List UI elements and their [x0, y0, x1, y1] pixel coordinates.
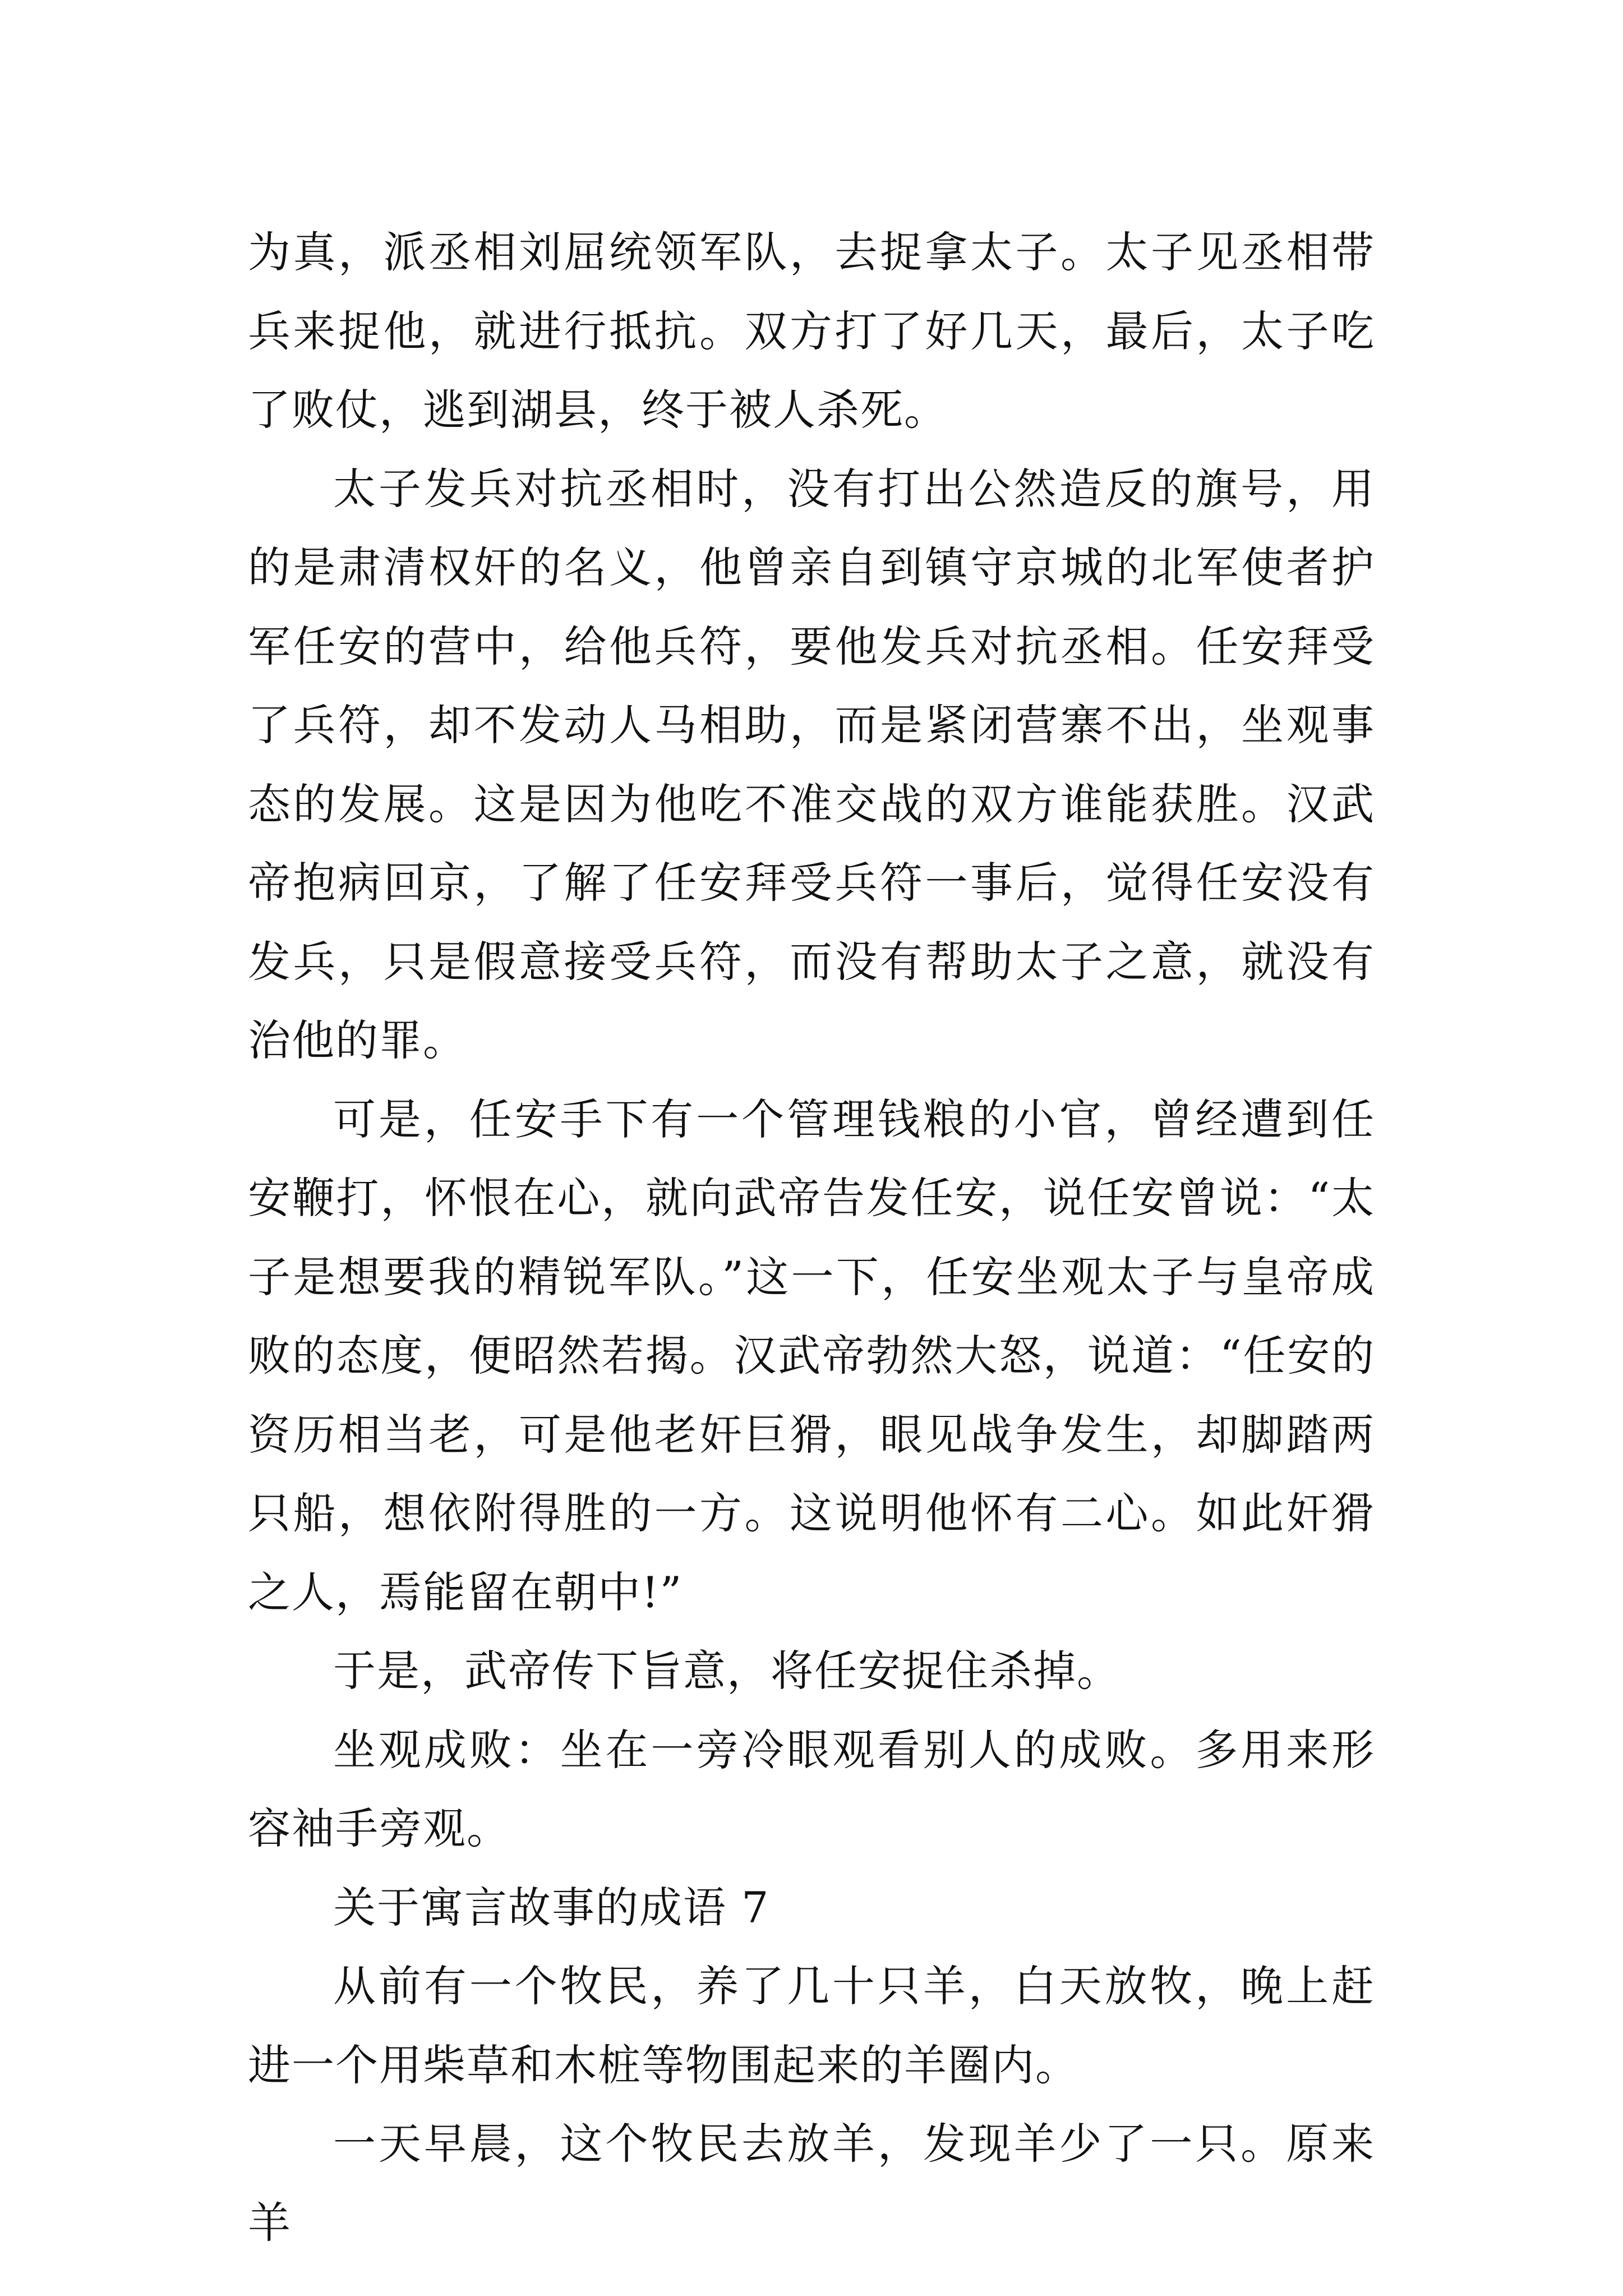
- document-body: [248, 213, 1375, 2262]
- paragraph-1: 为真，派丞相刘屈统领军队，去捉拿太子。太子见丞相带兵来捉他，就进行抵抗。双方打了好几天，最后，太子吃了败仗，逃到湖县，终于被人杀死。: [248, 227, 1375, 435]
- paragraph-2: 太子发兵对抗丞相时，没有打出公然造反的旗号，用的是肃清权奸的名义，他曾亲自到镇守京城的北军使者护军任安的营中，给他兵符，要他发兵对抗丞相。任安拜受了兵符，却不发动人马相助，而是紧闭营寨不出，坐观事态的发展。这是因为他吃不准交战的双方谁能获胜。汉武帝抱病回京，了解了任安拜受兵符一事后，觉得任安没有发兵，只是假意接受兵符，而没有帮助太子之意，就没有治他的罪。: [248, 463, 1375, 1065]
- paragraph-5: 坐观成败：坐在一旁冷眼观看别人的成败。多用来形容袖手旁观。: [248, 1724, 1375, 1853]
- paragraph-3: 可是，任安手下有一个管理钱粮的小官，曾经遭到任安鞭打，怀恨在心，就向武帝告发任安，说任安曾说：“太子是想要我的精锐军队。”这一下，任安坐观太子与皇帝成败的态度，便昭然若揭。汉武帝勃然大怒，说道：“任安的资历相当老，可是他老奸巨猾，眼见战争发生，却脚踏两只船，想依附得胜的一方。这说明他怀有二心。如此奸猾之人，焉能留在朝中!”: [248, 1094, 1375, 1617]
- paragraph-7: 一天早晨，这个牧民去放羊，发现羊少了一只。原来羊: [248, 2119, 1375, 2248]
- paragraph-6: 从前有一个牧民，养了几十只羊，白天放牧，晚上赶进一个用柴草和木桩等物围起来的羊圈内。: [248, 1961, 1375, 2090]
- paragraph-4: 于是，武帝传下旨意，将任安捉住杀掉。: [333, 1646, 1121, 1696]
- section-heading: 关于寓言故事的成语 7: [333, 1882, 770, 1932]
